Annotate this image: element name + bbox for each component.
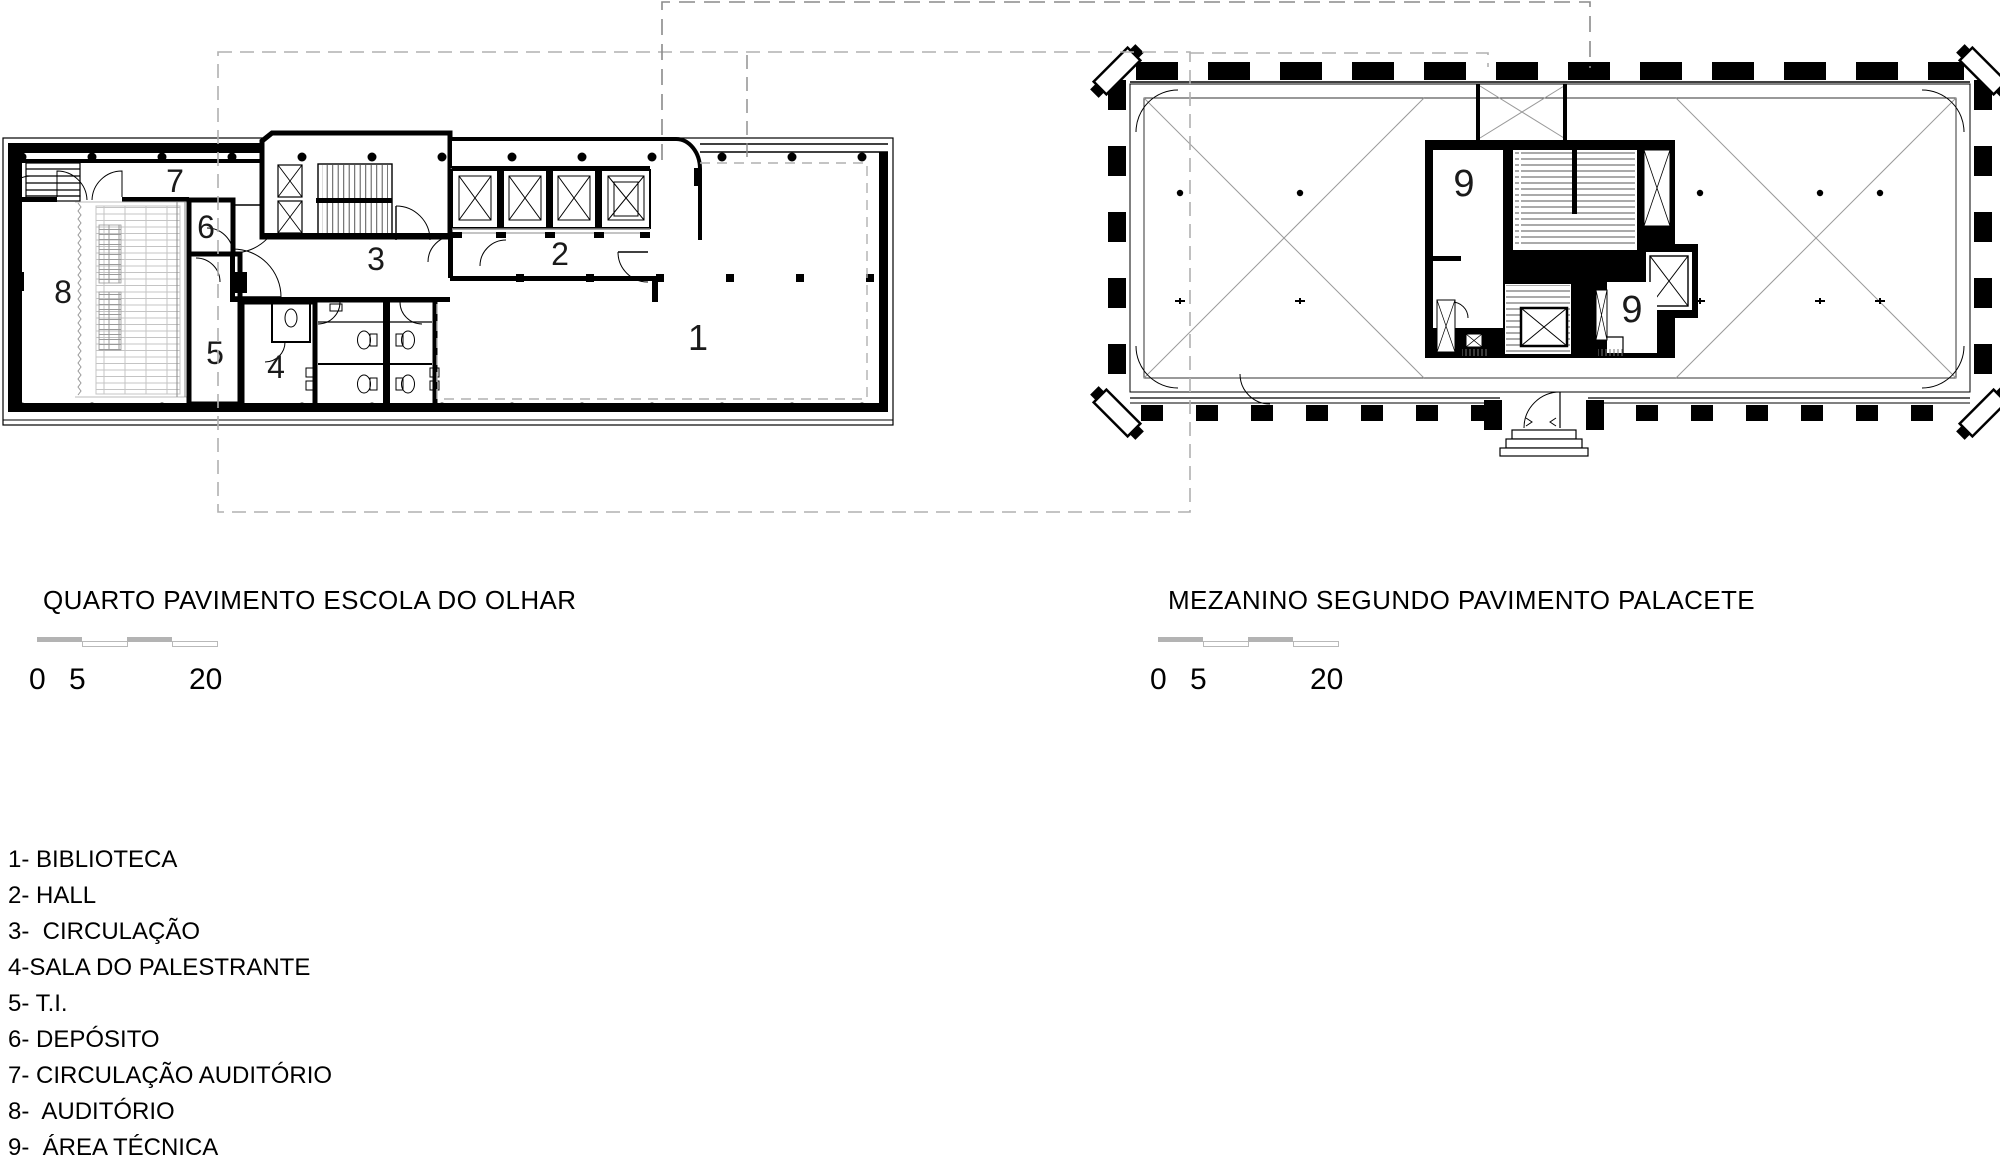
legend-item-4: 4-SALA DO PALESTRANTE (8, 954, 311, 981)
scale-5: 5 (1190, 663, 1207, 696)
right-scale-numbers (1150, 663, 1378, 697)
legend-item-8: 8- AUDITÓRIO (8, 1098, 175, 1125)
entrance-portico (1484, 392, 1604, 456)
right-plan-title: MEZANINO SEGUNDO PAVIMENTO PALACETE (1168, 585, 1756, 615)
auditorium (13, 202, 187, 397)
left-plan-title: QUARTO PAVIMENTO ESCOLA DO OLHAR (43, 585, 577, 615)
legend-item-7: 7- CIRCULAÇÃO AUDITÓRIO (8, 1062, 333, 1089)
room-label-1: 1 (687, 317, 709, 358)
right-scale-bar (1158, 637, 1338, 649)
room-label-8: 8 (54, 274, 72, 310)
corridor-walls (233, 233, 658, 302)
room-label-7: 7 (166, 163, 184, 199)
room-label-2: 2 (551, 236, 569, 272)
scale-0: 0 (29, 663, 46, 696)
scale-20: 20 (189, 663, 223, 696)
room-label-9-lower: 9 (1621, 289, 1643, 331)
scale-20: 20 (1310, 663, 1344, 696)
scale-seg (1293, 641, 1339, 647)
scale-seg (1248, 637, 1293, 642)
palacete-stair-lower (1505, 284, 1571, 354)
room-label-4: 4 (267, 349, 285, 385)
legend-item-2: 2- HALL (8, 882, 97, 909)
palacete-stair-upper (1513, 150, 1637, 250)
scale-0: 0 (1150, 663, 1167, 696)
scale-seg (127, 637, 172, 642)
tower-footprint-dashed (218, 52, 1190, 512)
right-plan-palacete (1088, 42, 2000, 456)
scale-seg (82, 641, 128, 647)
stair-annex (262, 133, 450, 240)
scale-5: 5 (69, 663, 86, 696)
left-scale-numbers (29, 663, 257, 697)
elevator-cells (452, 170, 650, 238)
entry-steps (1500, 430, 1588, 456)
legend-item-9: 9- ÁREA TÉCNICA (8, 1134, 219, 1161)
side-door-threshold (13, 272, 24, 291)
right-wall (879, 152, 888, 403)
left-scale-bar (37, 637, 217, 649)
acoustic-wavy-line (78, 203, 81, 395)
scale-seg (37, 637, 82, 642)
room-label-6: 6 (197, 209, 215, 245)
bottom-wall (8, 403, 888, 412)
room-label-5: 5 (206, 335, 224, 371)
room-label-3: 3 (367, 241, 385, 277)
room-label-9-upper: 9 (1453, 163, 1475, 205)
top-wall-auditorium (8, 143, 262, 153)
legend-item-5: 5- T.I. (8, 990, 68, 1017)
scale-seg (1203, 641, 1249, 647)
legend-item-3: 3- CIRCULAÇÃO (8, 918, 201, 945)
scale-seg (1158, 637, 1203, 642)
legend-item-6: 6- DEPÓSITO (8, 1026, 160, 1053)
toilets (315, 300, 439, 408)
left-plan-escola-do-olhar (3, 133, 893, 425)
scale-seg (172, 641, 218, 647)
legend-item-1: 1- BIBLIOTECA (8, 846, 178, 873)
